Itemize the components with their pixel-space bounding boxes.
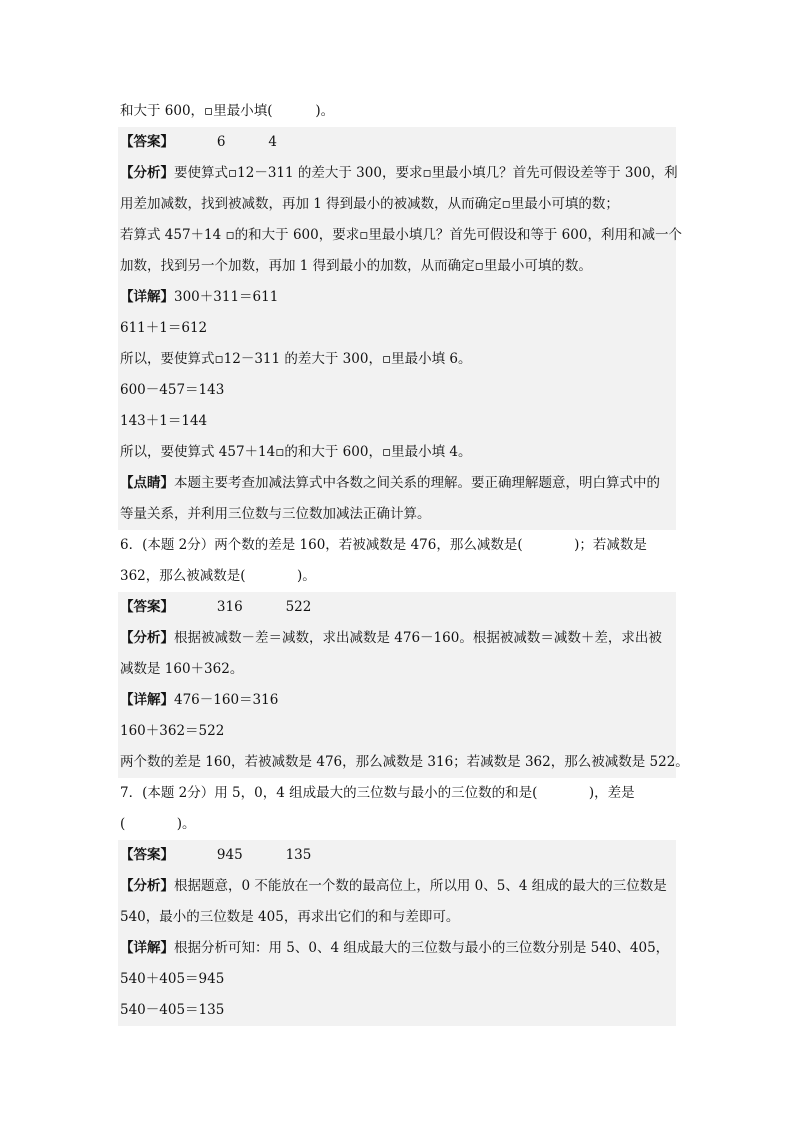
line-text: 476－160＝316 <box>174 692 279 708</box>
line-text: 若算式 457＋14 ▫的和大于 600，要求▫里最小填几？首先可假设和等于 600，利用和减一个 <box>120 227 682 243</box>
line-text: 945 135 <box>174 847 312 863</box>
section-tag: 【分析】 <box>120 878 174 894</box>
line-text: 143＋1＝144 <box>120 413 208 429</box>
text-line <box>118 561 676 592</box>
section-tag: 【点睛】 <box>120 475 174 491</box>
section-tag: 【答案】 <box>120 599 174 615</box>
line-text: 所以，要使算式 457＋14▫的和大于 600，▫里最小填 4。 <box>120 444 472 460</box>
text-line <box>118 189 676 220</box>
section-tag: 【答案】 <box>120 134 174 150</box>
line-text: 611＋1＝612 <box>120 320 208 336</box>
section-tag: 【详解】 <box>120 289 174 305</box>
text-line <box>118 437 676 468</box>
text-line <box>118 251 676 282</box>
text-line <box>118 623 676 654</box>
text-line <box>118 685 676 716</box>
line-text: 160＋362＝522 <box>120 723 225 739</box>
line-text: ( )。 <box>120 816 196 832</box>
line-text: 用差加减数，找到被减数，再加 1 得到最小的被减数，从而确定▫里最小可填的数； <box>120 196 619 212</box>
text-line <box>118 499 676 530</box>
text-line <box>118 158 676 189</box>
line-text: 要使算式▫12－311 的差大于 300，要求▫里最小填几？首先可假设差等于 300，利 <box>174 165 678 181</box>
line-text: 根据被减数－差＝减数，求出减数是 476－160。根据被减数＝减数＋差，求出被 <box>174 630 662 646</box>
text-line <box>118 127 676 158</box>
line-text: 540＋405＝945 <box>120 971 225 987</box>
line-text: 316 522 <box>174 599 312 615</box>
text-line <box>118 995 676 1026</box>
section-tag: 【详解】 <box>120 940 174 956</box>
line-text: 6 4 <box>174 134 278 150</box>
line-text: 540－405＝135 <box>120 1002 225 1018</box>
line-text: 和大于 600，▫里最小填( )。 <box>120 103 335 119</box>
line-text: 362，那么被减数是( )。 <box>120 568 316 584</box>
text-line <box>118 871 676 902</box>
text-line <box>118 406 676 437</box>
line-text: 本题主要考查加减法算式中各数之间关系的理解。要正确理解题意，明白算式中的 <box>174 475 660 491</box>
section-tag: 【详解】 <box>120 692 174 708</box>
text-line <box>118 654 676 685</box>
text-line <box>118 313 676 344</box>
document-page <box>118 96 689 1026</box>
text-line <box>118 344 676 375</box>
text-line <box>118 747 689 778</box>
text-line <box>118 809 676 840</box>
text-line <box>118 933 676 964</box>
line-text: 减数是 160＋362。 <box>120 661 244 677</box>
text-line <box>118 282 676 313</box>
text-line <box>118 375 676 406</box>
line-text: 两个数的差是 160，若被减数是 476，那么减数是 316；若减数是 362，那么被减数是 522。 <box>120 754 689 770</box>
line-text: 所以，要使算式▫12－311 的差大于 300，▫里最小填 6。 <box>120 351 472 367</box>
line-text: 6．(本题 2分）两个数的差是 160，若被减数是 476，那么减数是( )；若减数是 <box>120 537 647 553</box>
section-tag: 【分析】 <box>120 630 174 646</box>
section-tag: 【答案】 <box>120 847 174 863</box>
line-text: 根据题意，0 不能放在一个数的最高位上，所以用 0、5、4 组成的最大的三位数是 <box>174 878 667 894</box>
text-line <box>118 778 676 809</box>
line-text: 等量关系，并利用三位数与三位数加减法正确计算。 <box>120 506 431 522</box>
text-line <box>118 840 676 871</box>
text-line <box>118 964 676 995</box>
text-line <box>118 530 676 561</box>
line-text: 300＋311＝611 <box>174 289 279 305</box>
line-text: 7．(本题 2分）用 5，0，4 组成最大的三位数与最小的三位数的和是( )，差是 <box>120 785 635 801</box>
text-line <box>118 468 676 499</box>
text-line <box>118 96 676 127</box>
text-line <box>118 220 682 251</box>
line-text: 540，最小的三位数是 405，再求出它们的和与差即可。 <box>120 909 460 925</box>
text-line <box>118 592 676 623</box>
line-text: 加数，找到另一个加数，再加 1 得到最小的加数，从而确定▫里最小可填的数。 <box>120 258 592 274</box>
line-text: 600－457＝143 <box>120 382 225 398</box>
section-tag: 【分析】 <box>120 165 174 181</box>
text-line <box>118 716 676 747</box>
text-line <box>118 902 676 933</box>
line-text: 根据分析可知：用 5、0、4 组成最大的三位数与最小的三位数分别是 540、405， <box>174 940 670 956</box>
